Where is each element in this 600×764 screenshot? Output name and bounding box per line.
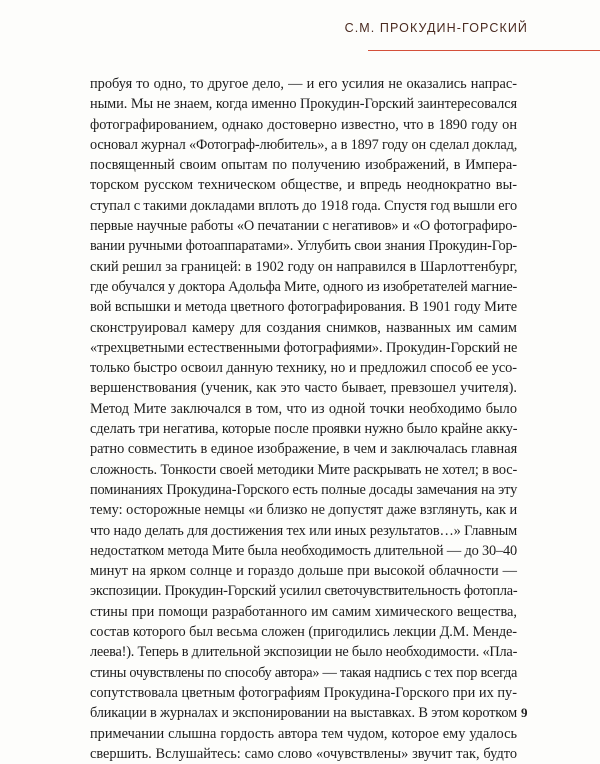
text-line: вой вспышки и метода цветного фотографирования. В 1901 году Мите bbox=[90, 299, 517, 316]
running-header bbox=[344, 10, 600, 51]
text-line: торском русском техническом обществе, и впредь неоднократно вы- bbox=[90, 177, 517, 194]
page-number: 9 bbox=[521, 705, 528, 720]
text-line: вершенствования (ученик, как это часто бывает, превзошел учителя). bbox=[90, 380, 517, 397]
text-line: фотографированием, однако достоверно известно, что в 1890 году он bbox=[90, 116, 517, 133]
text-line: основал журнал «Фотограф-любитель», а в 1897 году он сделал доклад, bbox=[90, 136, 518, 153]
text-line: где обучался у доктора Адольфа Мите, одного из изобретателей магние- bbox=[90, 278, 518, 295]
body-text bbox=[90, 74, 517, 764]
text-line: сделать три негатива, которые после проявки нужно было крайне акку- bbox=[90, 421, 518, 438]
running-title: С.М. ПРОКУДИН-ГОРСКИЙ bbox=[344, 21, 528, 35]
text-line: свершить. Вслушайтесь: само слово «очувствлены» звучит так, будто bbox=[90, 745, 517, 762]
text-line: что надо делать для достижения тех или иных результатов…» Главным bbox=[90, 522, 518, 539]
text-line: примечании слышна гордость автора тем чудом, которое ему удалось bbox=[90, 725, 517, 742]
text-line: тему: осторожные немцы «и близко не допустят даже взглянуть, как и bbox=[90, 502, 518, 519]
text-line: вании ручными фотоаппаратами». Углубить свои знания Прокудин-Гор- bbox=[90, 238, 517, 255]
text-line: поминаниях Прокудина-Горского есть полные досады замечания на эту bbox=[90, 481, 518, 498]
text-line: стины при помощи разработанного им самим химического вещества, bbox=[90, 603, 517, 620]
text-line: ратно совместить в единое изображение, в чем и заключалась главная bbox=[90, 441, 518, 458]
text-line: недостатком метода Мите была необходимость длительной — до 30–40 bbox=[90, 542, 517, 559]
text-line: бликации в журналах и экспонировании на выставках. В этом коротком bbox=[90, 705, 517, 722]
text-line: «трехцветными естественными фотографиями». Прокудин-Горский не bbox=[90, 339, 518, 356]
text-line: только быстро освоил данную технику, но и предложил способ ее усо- bbox=[90, 360, 517, 377]
text-line: сложность. Тонкости своей методики Мите раскрывать не хотел; в вос- bbox=[90, 461, 518, 478]
text-line: стины очувствлены по способу автора» — такая надпись с тех пор всегда bbox=[90, 664, 517, 681]
text-line: ский решил за границей: в 1902 году он направился в Шарлоттенбург, bbox=[90, 258, 518, 275]
text-line: сконструировал камеру для создания снимков, названных им самим bbox=[90, 319, 517, 336]
text-line: посвященный своим опытам по получению изображений, в Импера- bbox=[90, 157, 517, 174]
text-line: Метод Мите заключался в том, что из одной точки необходимо было bbox=[90, 400, 517, 417]
text-line: ными. Мы не знаем, когда именно Прокудин-Горский заинтересовался bbox=[90, 96, 517, 113]
text-line: пробуя то одно, то другое дело, — и его усилия не оказались напрас- bbox=[90, 76, 517, 92]
text-line: первые научные работы «О печатании с негативов» и «О фотографиро- bbox=[90, 218, 517, 235]
text-line: состав которого был весьма сложен (пригодились лекции Д.М. Менде- bbox=[90, 624, 517, 641]
text-line: экспозиции. Прокудин-Горский усилил светочувствительность фотопла- bbox=[90, 583, 518, 600]
text-line: минут на ярком солнце и гораздо дольше при высокой облачности — bbox=[90, 563, 517, 580]
text-line: ступал с такими докладами вплоть до 1918 года. Спустя год вышли его bbox=[90, 197, 517, 214]
text-line: сопутствовала цветным фотографиям Прокудина-Горского при их пу- bbox=[90, 684, 517, 701]
text-line: леева!). Теперь в длительной экспозиции не было необходимости. «Пла- bbox=[90, 644, 518, 661]
